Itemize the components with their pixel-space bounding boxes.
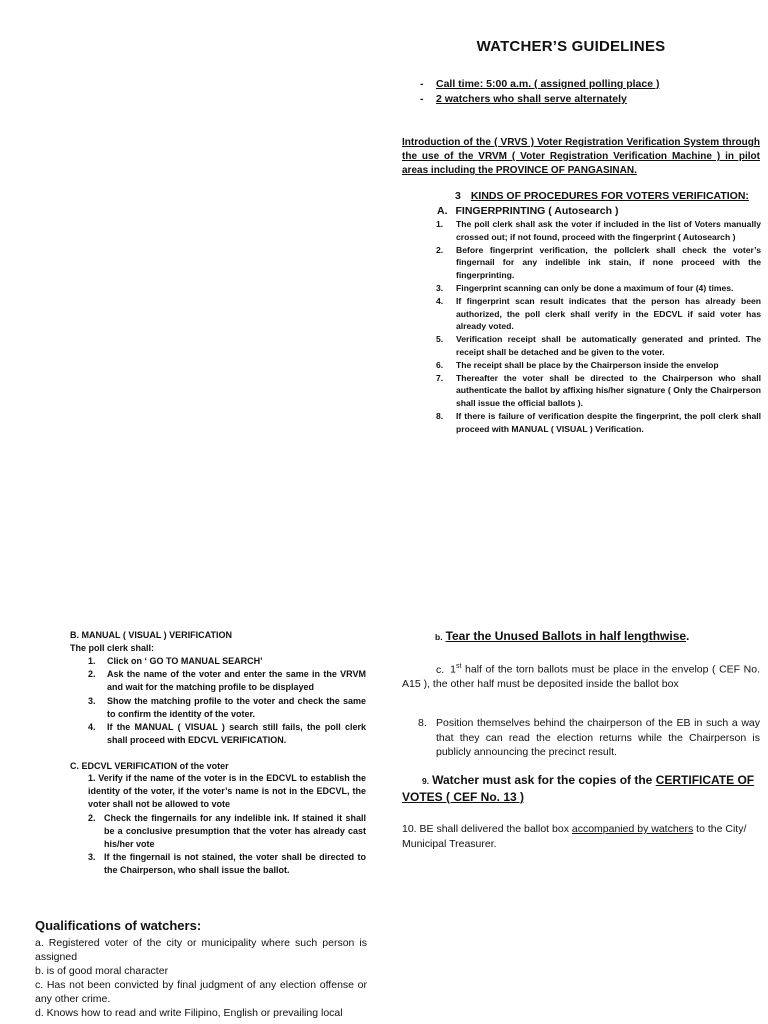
call-list (420, 77, 750, 107)
fingerprint-steps (436, 218, 761, 436)
list-item: a. Registered voter of the city or municipality where such person is assigned (35, 937, 367, 963)
list-item: 3. Fingerprint scanning can only be done a maximum of four (4) times. (436, 282, 734, 293)
list-item: 3. Show the matching profile to the voter and check the same to confirm the identity of the voter. (88, 695, 366, 719)
list-item: 2. Before fingerprint verification, the pollclerk shall check the voter’s fingernail for any indelible ink stain, if none proceed with the fingerprinting. (436, 244, 761, 281)
procedures-heading: 3 KINDS OF PROCEDURES FOR VOTERS VERIFICATION: (455, 190, 749, 202)
position-paragraph: 8. Position themselves behind the chairperson of the EB in such a way that they can read the election returns while the Chairperson is publicly announcing the precinct result. (418, 717, 760, 758)
list-item: 7. Thereafter the voter shall be directed to the Chairperson who shall authenticate the ballot by affixing his/her signature ( Only the Chairperson shall issue the official ballots ). (436, 372, 761, 409)
page-title: WATCHER’S GUIDELINES (476, 38, 666, 55)
list-item: c. Has not been convicted by final judgment of any election offense or any other crime. (35, 979, 367, 1005)
list-item: 3. If the fingernail is not stained, the voter shall be directed to the Chairperson, who shall issue the ballot. (88, 852, 366, 876)
list-item: 8. If there is failure of verification despite the fingerprint, the poll clerk shall proceed with MANUAL ( VISUAL ) Verification. (436, 410, 761, 434)
list-item: 5. Verification receipt shall be automatically generated and printed. The receipt shall be detached and be given to the voter. (436, 334, 761, 357)
list-item: 4. If the MANUAL ( VISUAL ) search still fails, the poll clerk shall proceed with EDCVL VERIFICATION. (88, 722, 366, 746)
introduction-paragraph: Introduction of the ( VRVS ) Voter Registration Verification System through the use of the VRVM ( Voter Registration Verification Machine ) in pilot areas including the PROVINCE OF PANGASINAN. (402, 137, 760, 176)
list-item: 1. The poll clerk shall ask the voter if included in the list of Voters manually crossed out; if not found, proceed with the fingerprint ( Autosearch ) (436, 219, 761, 242)
list-item: b. is of good moral character (35, 965, 169, 977)
torn-ballots-paragraph: c. 1st half of the torn ballots must be place in the envelop ( CEF No. A15 ), the other half must be deposited inside the ballot box (402, 663, 760, 690)
list-item: 1. Click on ‘ GO TO MANUAL SEARCH’ (88, 656, 263, 666)
section-b-heading: B. MANUAL ( VISUAL ) VERIFICATION (70, 630, 232, 640)
list-item: 4. If fingerprint scan result indicates that the person has already been authorized, the poll clerk shall verify in the EDCVL if said voter has already voted. (436, 295, 761, 332)
list-item: 2. Ask the name of the voter and enter the same in the VRVM and wait for the matching profile to be displayed (88, 669, 366, 693)
section-a-heading: A. FINGERPRINTING ( Autosearch ) (437, 205, 619, 217)
call-item: - Call time: 5:00 a.m. ( assigned polling place ) (420, 78, 660, 90)
qualifications-heading: Qualifications of watchers: (35, 918, 202, 933)
certificate-copies-heading: 9. Watcher must ask for the copies of the CERTIFICATE OF VOTES ( CEF No. 13 ) (402, 773, 755, 804)
section-b-intro: The poll clerk shall: (70, 643, 155, 653)
tear-ballots-heading: b. Tear the Unused Ballots in half lengthwise. (435, 629, 690, 643)
list-item: 2. Check the fingernails for any indelible ink. If stained it shall be a conclusive presumption that the voter has already cast his/her vote (88, 812, 366, 850)
list-item: 6. The receipt shall be place by the Chairperson inside the envelop (436, 359, 719, 370)
edcvl-steps (88, 772, 366, 878)
manual-steps (88, 655, 366, 747)
list-item: 1. Verify if the name of the voter is in the EDCVL to establish the identity of the voter, if the voter’s name is not in the EDCVL, the voter shall not be allowed to vote (88, 773, 366, 810)
call-item: - 2 watchers who shall serve alternately (420, 93, 627, 105)
ballot-box-paragraph: 10. BE shall delivered the ballot box accompanied by watchers to the City/ Municipal Treasurer. (402, 823, 747, 850)
qualifications-list (35, 936, 367, 1020)
list-item: d. Knows how to read and write Filipino, English or prevailing local (35, 1007, 343, 1019)
section-c-heading: C. EDCVL VERIFICATION of the voter (70, 761, 229, 771)
